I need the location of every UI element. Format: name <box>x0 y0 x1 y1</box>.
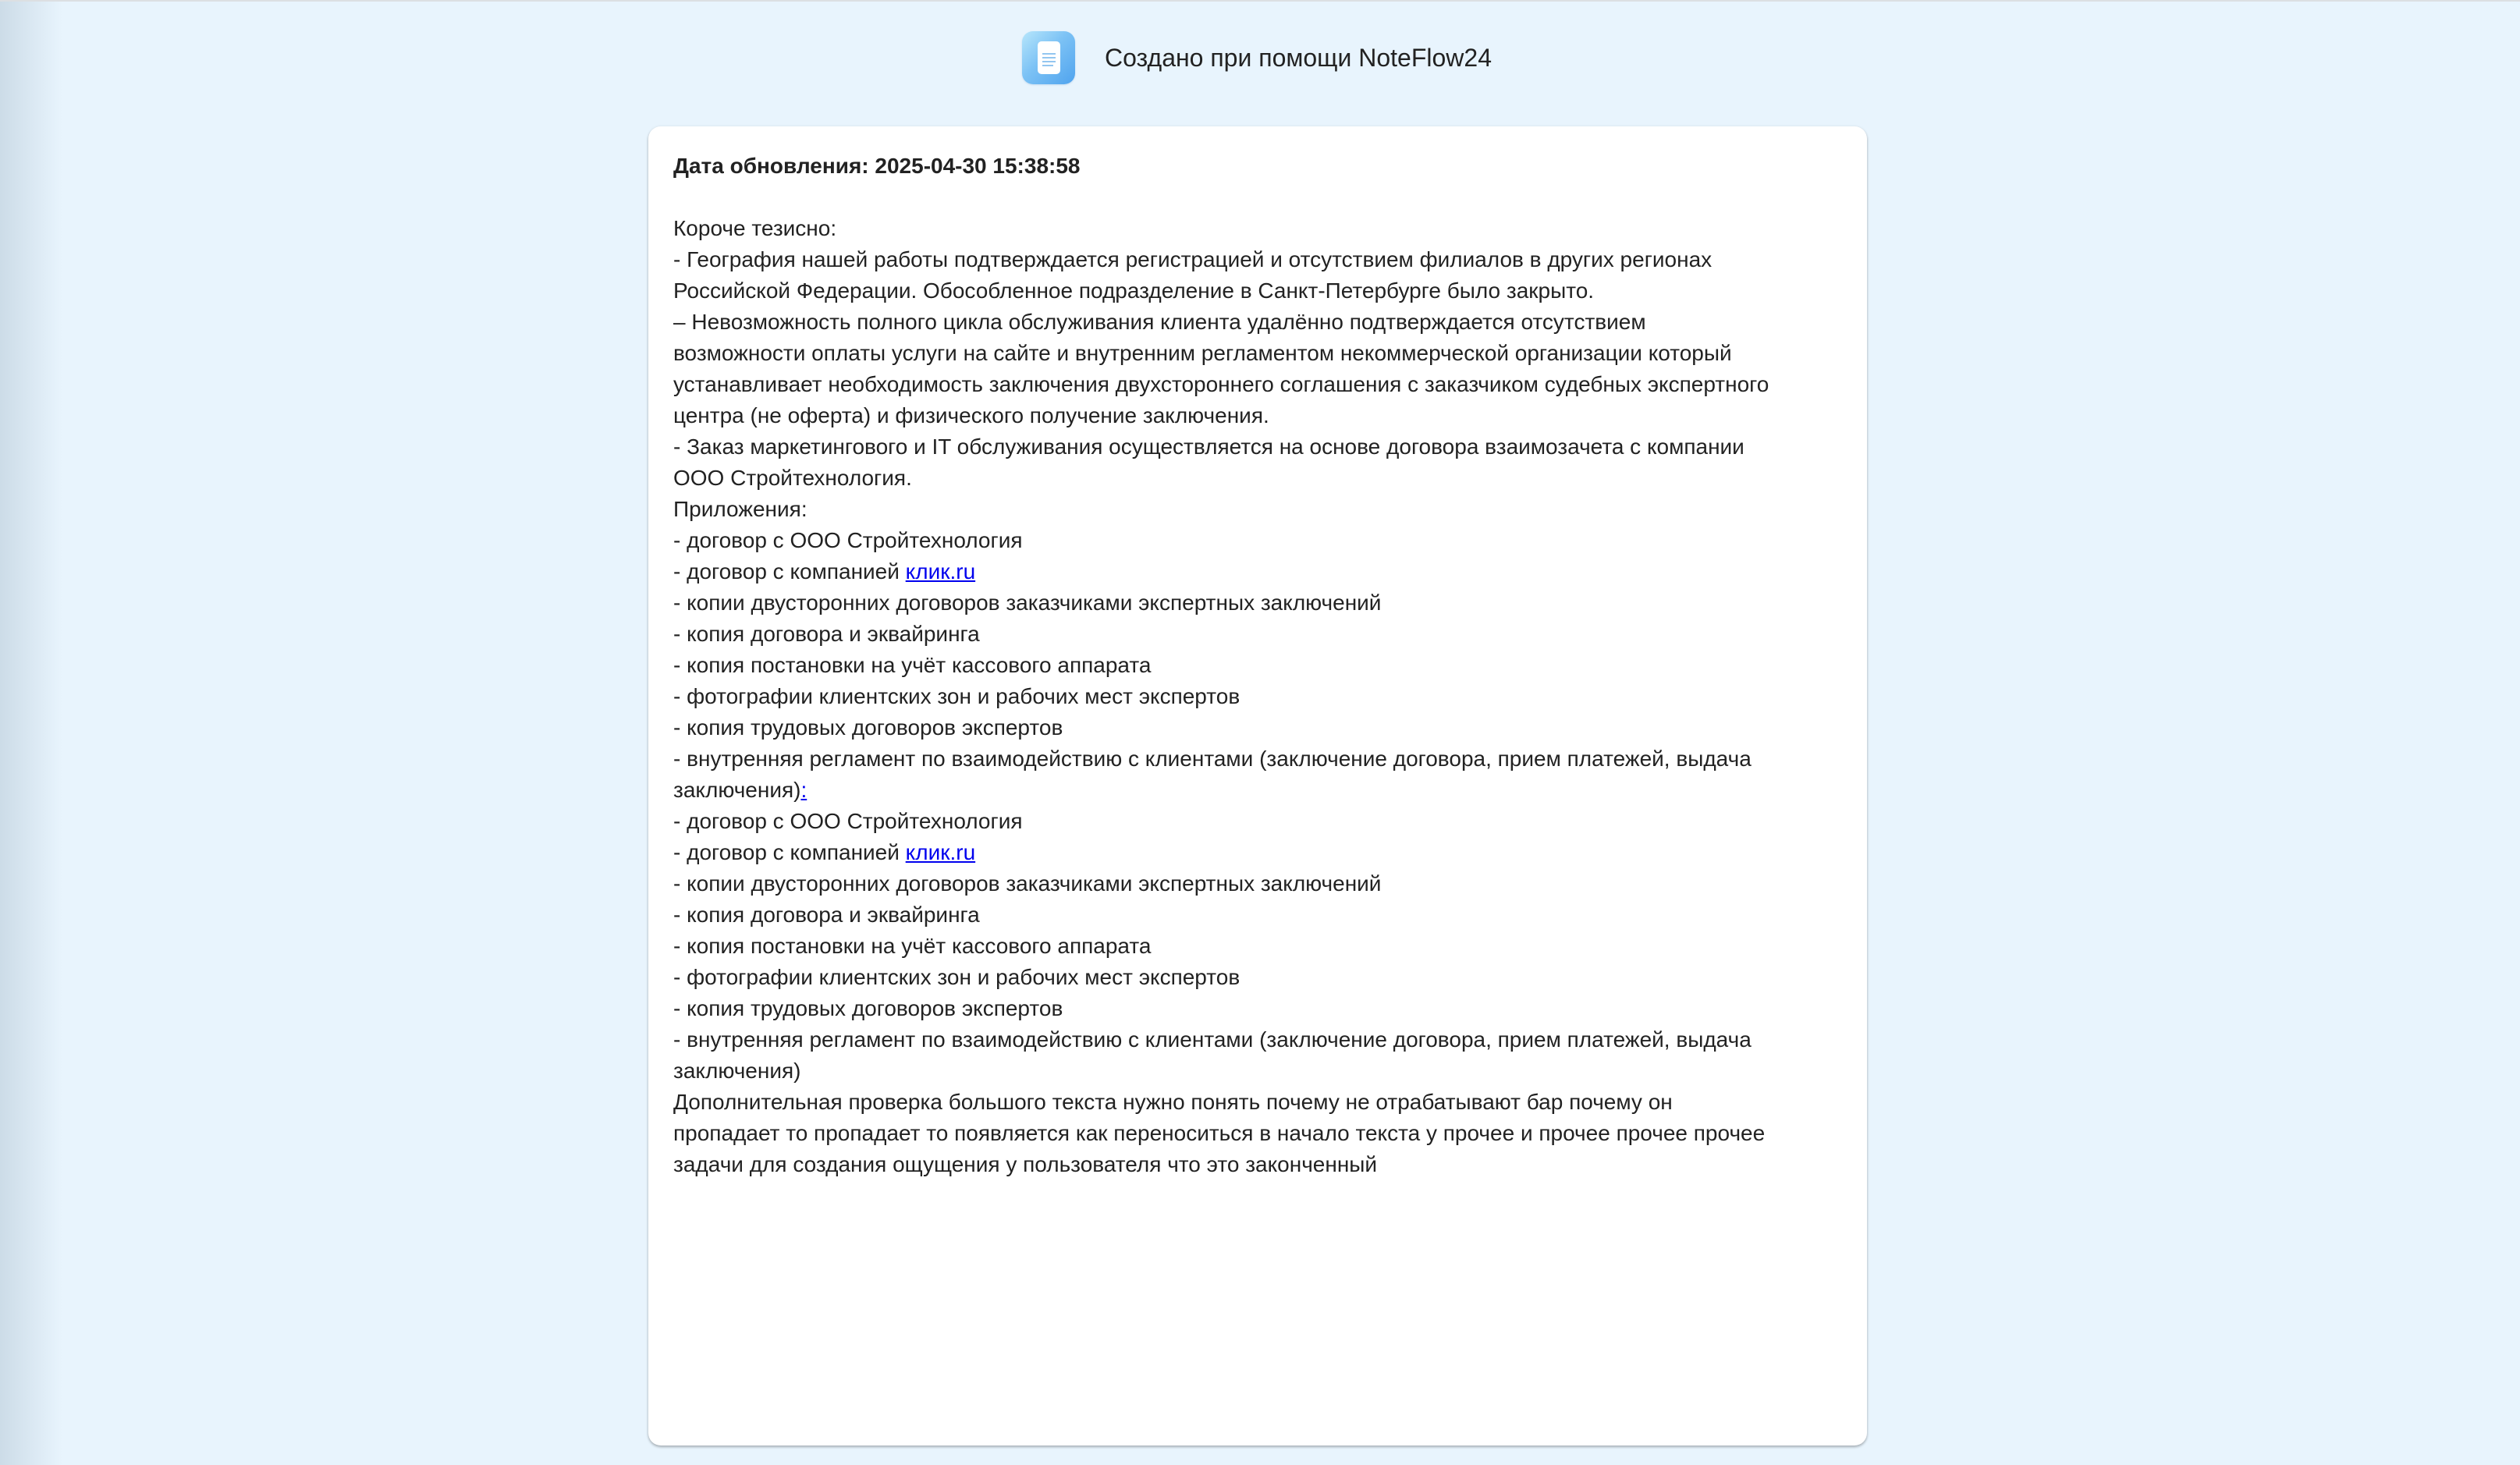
note-line: - внутренняя регламент по взаимодействию с клиентами (заключение договора, прием платежей, выдача <box>673 747 1752 771</box>
note-line: Короче тезисно: <box>673 216 837 240</box>
note-line: Дополнительная проверка большого текста нужно понять почему не отрабатывают бар почему он <box>673 1090 1673 1114</box>
note-line: - География нашей работы подтверждается регистрацией и отсутствием филиалов в других регионах <box>673 247 1713 271</box>
window-top-border <box>0 0 2520 2</box>
note-line: - копии двусторонних договоров заказчиками экспертных заключений <box>673 591 1382 615</box>
page-header <box>1022 31 1492 84</box>
note-line: задачи для создания ощущения у пользователя что это законченный <box>673 1152 1378 1176</box>
note-line-text: - договор с компанией <box>673 559 906 584</box>
note-line: - фотографии клиентских зон и рабочих мест экспертов <box>673 965 1240 989</box>
colon-link[interactable]: : <box>800 778 807 802</box>
note-line: - Заказ маркетингового и IT обслуживания осуществляется на основе договора взаимозачета с компании <box>673 435 1744 459</box>
note-line: - копия договора и эквайринга <box>673 903 980 927</box>
note-line: - копия договора и эквайринга <box>673 622 980 646</box>
note-line: устанавливает необходимость заключения двухстороннего соглашения с заказчиком судебных экспертного <box>673 372 1769 396</box>
klik-ru-link[interactable]: клик.ru <box>905 559 976 584</box>
note-line: Российской Федерации. Обособленное подразделение в Санкт-Петербурге было закрыто. <box>673 278 1595 303</box>
note-line: - копия трудовых договоров экспертов <box>673 715 1063 740</box>
note-line-with-link <box>673 837 1842 868</box>
note-line: возможности оплаты услуги на сайте и внутренним регламентом некоммерческой организации который <box>673 341 1732 365</box>
note-line-with-link <box>673 775 1842 806</box>
klik-ru-link[interactable]: клик.ru <box>905 840 976 864</box>
note-line: Приложения: <box>673 497 807 521</box>
note-line: - копия постановки на учёт кассового аппарата <box>673 653 1152 677</box>
note-line: - копия постановки на учёт кассового аппарата <box>673 934 1152 958</box>
document-line <box>1042 61 1056 62</box>
blank-line <box>673 182 1842 213</box>
document-sheet <box>1038 41 1060 74</box>
note-line-text: - договор с компанией <box>673 840 906 864</box>
note-line-text: заключения) <box>673 778 801 802</box>
left-edge-shadow <box>0 2 62 1465</box>
note-line: ООО Стройтехнология. <box>673 466 912 490</box>
note-line: – Невозможность полного цикла обслуживания клиента удалённо подтверждается отсутствием <box>673 310 1646 334</box>
note-line: - договор с ООО Стройтехнология <box>673 809 1023 833</box>
note-line: пропадает то пропадает то появляется как переноситься в начало текста у прочее и прочее прочее прочее <box>673 1121 1766 1145</box>
note-line-with-link <box>673 556 1842 587</box>
note-line: - фотографии клиентских зон и рабочих мест экспертов <box>673 684 1240 708</box>
document-icon <box>1022 31 1075 84</box>
document-line <box>1042 53 1056 55</box>
document-line <box>1042 57 1056 59</box>
updated-date: Дата обновления: 2025-04-30 15:38:58 <box>673 154 1081 178</box>
note-line: - договор с ООО Стройтехнология <box>673 528 1023 552</box>
note-line: центра (не оферта) и физического получение заключения. <box>673 403 1269 427</box>
note-line: заключения) <box>673 1059 801 1083</box>
header-title: Создано при помощи NoteFlow24 <box>1105 43 1492 72</box>
note-line: - внутренняя регламент по взаимодействию с клиентами (заключение договора, прием платежей, выдача <box>673 1027 1752 1052</box>
note-line: - копии двусторонних договоров заказчиками экспертных заключений <box>673 871 1382 896</box>
note-line: - копия трудовых договоров экспертов <box>673 996 1063 1020</box>
note-card <box>648 126 1867 1445</box>
document-line <box>1042 65 1053 66</box>
